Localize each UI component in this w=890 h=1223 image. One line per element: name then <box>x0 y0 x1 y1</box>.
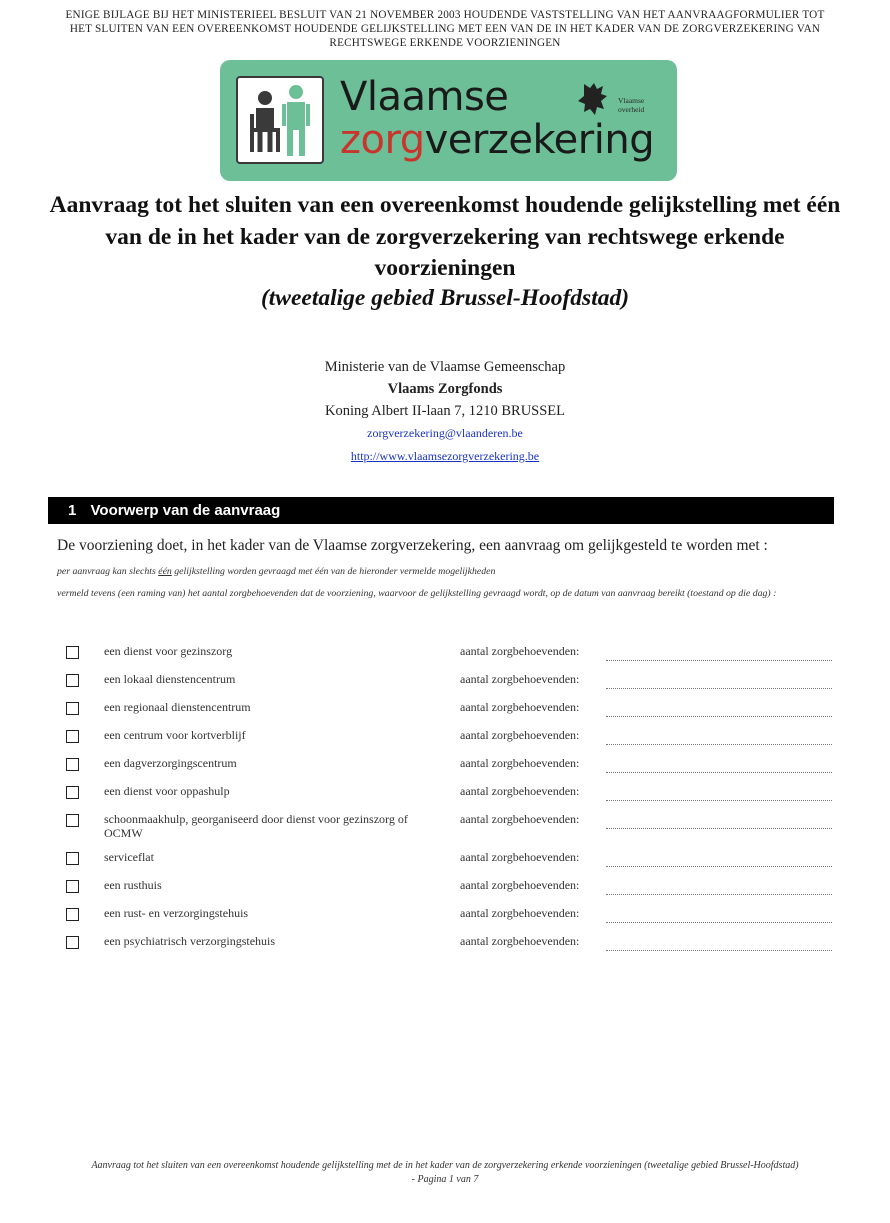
count-label: aantal zorgbehoevenden: <box>460 644 580 658</box>
page-number: - Pagina 1 van 7 <box>411 1174 479 1185</box>
count-label: aantal zorgbehoevenden: <box>460 672 580 686</box>
count-label: aantal zorgbehoevenden: <box>460 812 580 826</box>
section-title: Voorwerp van de aanvraag <box>90 502 281 519</box>
option-label: een psychiatrisch verzorgingstehuis <box>104 934 276 948</box>
option-row <box>0 908 890 936</box>
option-label: een centrum voor kortverblijf <box>104 728 246 742</box>
option-checkbox[interactable] <box>66 674 79 687</box>
option-row <box>0 674 890 702</box>
count-input-line[interactable] <box>606 772 832 773</box>
option-label: een lokaal dienstencentrum <box>104 672 236 686</box>
header-note: ENIGE BIJLAGE BIJ HET MINISTERIEEL BESLUIT VAN 21 NOVEMBER 2003 HOUDENDE VASTSTELLING VAN HET AANVRAAGFORMULIER TOT HET SLUITEN VAN EEN OVEREENKOMST HOUDENDE GELIJKSTELLING MET EEN VAN DE IN HET KADER VAN DE ZORGVERZEKERING VAN RECHTSWEGE ERKENDE VOORZIENINGEN <box>65 9 825 49</box>
option-checkbox[interactable] <box>66 908 79 921</box>
count-label: aantal zorgbehoevenden: <box>460 906 580 920</box>
count-input-line[interactable] <box>606 800 832 801</box>
count-input-line[interactable] <box>606 950 832 951</box>
count-label: aantal zorgbehoevenden: <box>460 878 580 892</box>
option-label: een rust- en verzorgingstehuis <box>104 906 249 920</box>
count-input-line[interactable] <box>606 660 832 661</box>
section-number: 1 <box>68 502 77 519</box>
count-input-line[interactable] <box>606 716 832 717</box>
flemish-government-label: Vlaamse overheid <box>618 96 645 114</box>
option-checkbox[interactable] <box>66 702 79 715</box>
address-block <box>0 356 890 468</box>
option-label: een dienst voor oppashulp <box>104 784 230 798</box>
option-row <box>0 702 890 730</box>
option-label: serviceflat <box>104 850 154 864</box>
option-row <box>0 880 890 908</box>
option-row <box>0 852 890 880</box>
option-label: een regionaal dienstencentrum <box>104 700 251 714</box>
flemish-lion-icon <box>576 78 616 118</box>
street-address: Koning Albert II-laan 7, 1210 BRUSSEL <box>324 403 566 419</box>
option-label: een rusthuis <box>104 878 162 892</box>
footer-text: Aanvraag tot het sluiten van een overeenkomst houdende gelijkstelling met de in het kader van de zorgverzekering erkende voorzieningen (tweetalige gebied Brussel-Hoofdstad) <box>91 1160 799 1171</box>
count-label: aantal zorgbehoevenden: <box>460 784 580 798</box>
option-label: een dienst voor gezinszorg <box>104 644 233 658</box>
option-row <box>0 730 890 758</box>
option-row <box>0 814 890 842</box>
option-checkbox[interactable] <box>66 852 79 865</box>
count-label: aantal zorgbehoevenden: <box>460 700 580 714</box>
intro-text: De voorziening doet, in het kader van de Vlaamse zorgverzekering, een aanvraag om gelijkgesteld te worden met : <box>57 537 768 554</box>
option-label: een dagverzorgingscentrum <box>104 756 237 770</box>
option-row <box>0 786 890 814</box>
count-label: aantal zorgbehoevenden: <box>460 728 580 742</box>
option-checkbox[interactable] <box>66 646 79 659</box>
count-input-line[interactable] <box>606 828 832 829</box>
count-input-line[interactable] <box>606 922 832 923</box>
option-checkbox[interactable] <box>66 758 79 771</box>
count-input-line[interactable] <box>606 688 832 689</box>
option-checkbox[interactable] <box>66 730 79 743</box>
option-checkbox[interactable] <box>66 814 79 827</box>
note-single-request: per aanvraag kan slechts één gelijkstelling worden gevraagd met één van de hieronder vermelde mogelijkheden <box>57 566 496 577</box>
note-count: vermeld tevens (een raming van) het aantal zorgbehoevenden dat de voorziening, waarvoor de gelijkstelling gevraagd wordt, op de datum van aanvraag bereikt (toestand op die dag) : <box>57 588 777 599</box>
count-label: aantal zorgbehoevenden: <box>460 756 580 770</box>
document-title: Aanvraag tot het sluiten van een overeenkomst houdende gelijkstelling met één van de in het kader van de zorgverzekering van rechtswege erkende voorzieningen <box>49 192 841 281</box>
document-subtitle: (tweetalige gebied Brussel-Hoofdstad) <box>260 285 630 311</box>
option-row <box>0 936 890 964</box>
brand-accent-word: zorg <box>340 117 425 163</box>
option-label: schoonmaakhulp, georganiseerd door dienst voor gezinszorg of OCMW <box>104 812 408 840</box>
page-footer <box>40 1159 850 1187</box>
website-link[interactable]: http://www.vlaamsezorgverzekering.be <box>350 449 540 463</box>
count-input-line[interactable] <box>606 866 832 867</box>
option-checkbox[interactable] <box>66 936 79 949</box>
count-label: aantal zorgbehoevenden: <box>460 850 580 864</box>
count-input-line[interactable] <box>606 894 832 895</box>
brand-rest-word: verzekering <box>424 117 655 163</box>
care-people-icon <box>236 76 324 164</box>
count-input-line[interactable] <box>606 744 832 745</box>
brand-name-line1: Vlaamse <box>340 74 509 120</box>
brand-name-line2 <box>340 118 654 162</box>
section-header <box>48 497 834 524</box>
logo-banner <box>220 60 677 181</box>
option-row <box>0 646 890 674</box>
fund-name: Vlaams Zorgfonds <box>387 381 503 397</box>
ministry-name: Ministerie van de Vlaamse Gemeenschap <box>324 359 566 375</box>
option-checkbox[interactable] <box>66 880 79 893</box>
email-link[interactable]: zorgverzekering@vlaanderen.be <box>367 426 523 440</box>
option-checkbox[interactable] <box>66 786 79 799</box>
option-row <box>0 758 890 786</box>
count-label: aantal zorgbehoevenden: <box>460 934 580 948</box>
